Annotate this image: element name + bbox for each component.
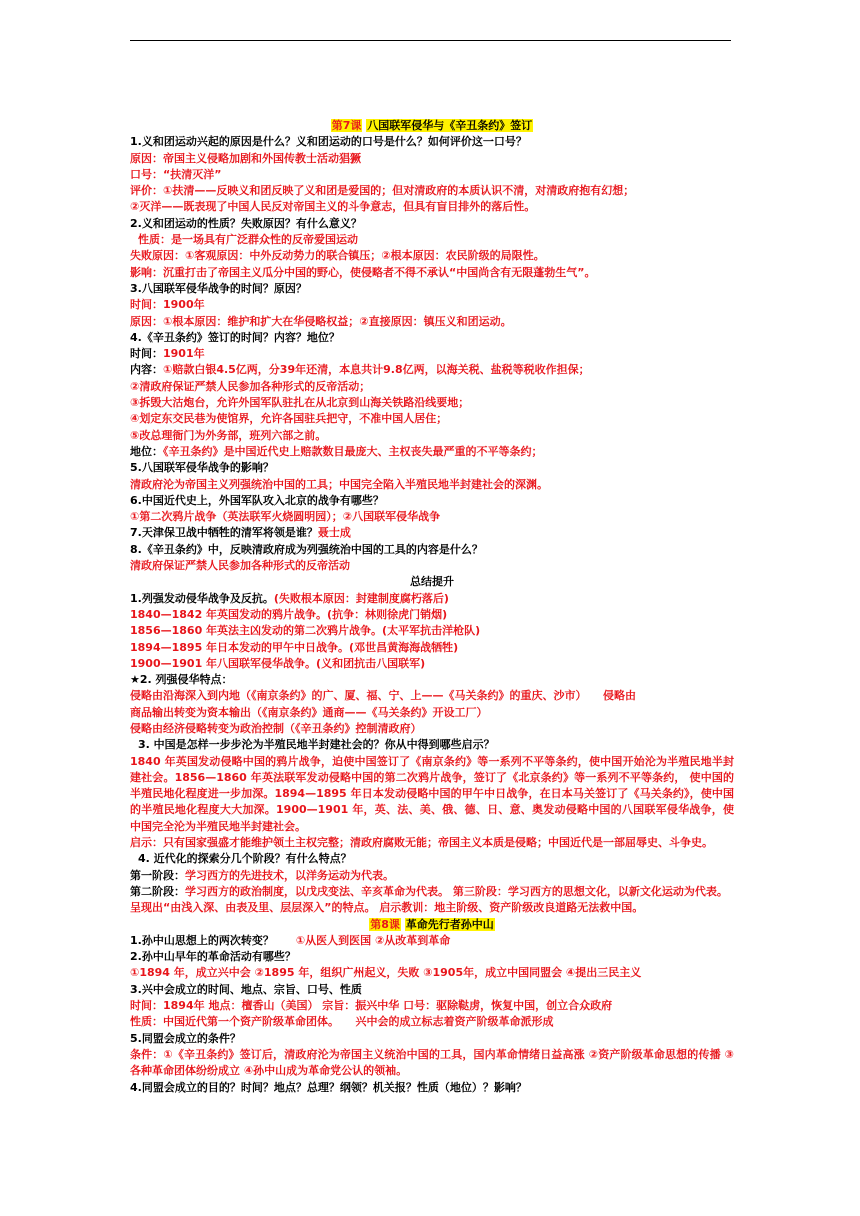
l7-a4-c4: ④划定东交民巷为使馆界，允许各国驻兵把守，不准中国人居住； xyxy=(130,412,448,426)
summary-s4-stage2-label: 第二阶段： xyxy=(130,884,185,898)
summary-s2-title: ★2. 列强侵华特点： xyxy=(130,673,233,687)
lesson8-title xyxy=(130,917,734,933)
l7-q7 xyxy=(130,525,734,541)
summary-s4-stage2-text: 学习西方的政治制度，以戊戌变法、辛亥革命为代表。 xyxy=(185,884,449,898)
summary-heading: 总结提升 xyxy=(410,575,454,589)
l8-q5: 5.同盟会成立的条件？ xyxy=(130,1031,241,1045)
l8-q1 xyxy=(130,933,734,949)
l7-q3: 3.八国联军侵华战争的时间？原因？ xyxy=(130,281,307,295)
summary-s1 xyxy=(130,591,734,607)
summary-s4-lesson: 启示教训：地主阶级、资产阶级改良道路无法救中国。 xyxy=(379,901,644,915)
summary-s4-stage1 xyxy=(130,868,734,884)
summary-s3-title: 3. 中国是怎样一步步沦为半殖民地半封建社会的？你从中得到哪些启示？ xyxy=(138,738,495,752)
lesson7-title xyxy=(130,118,734,134)
l7-a4-c3: ③拆毁大沽炮台，允许外国军队驻扎在从北京到山海关铁路沿线要地； xyxy=(130,396,470,410)
summary-s4-stage1-label: 第一阶段： xyxy=(130,868,185,882)
l8-a3-line2: 性质：中国近代第一个资产阶级革命团体。 兴中会的成立标志着资产阶级革命派形成 xyxy=(130,1015,554,1029)
l7-q2: 2.义和团运动的性质？失败原因？有什么意义？ xyxy=(130,216,362,230)
l7-q7-text: 7.天津保卫战中牺牲的清军将领是谁？ xyxy=(130,526,318,540)
summary-s2-line3: 侵略由经济侵略转变为政治控制（《辛丑条约》控制清政府） xyxy=(130,721,422,735)
lesson8-title-num: 第8课 xyxy=(370,917,400,931)
l7-a4-c1: ①赔款白银4.5亿两，分39年还清，本息共计9.8亿两，以海关税、盐税等税收作担保； xyxy=(163,363,590,377)
l8-q2: 2.孙中山早年的革命活动有哪些？ xyxy=(130,950,296,964)
l7-a3-reason: 原因：①根本原因：维护和扩大在华侵略权益；②直接原因：镇压义和团运动。 xyxy=(130,314,512,328)
summary-s3-insight: 启示：只有国家强盛才能维护领土主权完整；清政府腐败无能；帝国主义本质是侵略；中国近代是一部屈辱史、斗争史。 xyxy=(130,836,713,850)
summary-s4-stage3: 第三阶段：学习西方的思想文化，以新文化运动为代表。 xyxy=(452,884,728,898)
l7-q8: 8.《辛丑条约》中，反映清政府成为列强统治中国的工具的内容是什么？ xyxy=(130,542,483,556)
l7-a2-nature: 性质：是一场具有广泛群众性的反帝爱国运动 xyxy=(138,233,358,247)
l7-a1-eval1: 评价：①扶清——反映义和团反映了义和团是爱国的；但对清政府的本质认识不清，对清政府抱有幻想； xyxy=(130,184,635,198)
l7-a2-fail: 失败原因：①客观原因：中外反动势力的联合镇压；②根本原因：农民阶级的局限性。 xyxy=(130,249,545,263)
l7-a8: 清政府保证严禁人民参加各种形式的反帝活动 xyxy=(130,559,350,573)
l8-q3: 3.兴中会成立的时间、地点、宗旨、口号、性质 xyxy=(130,982,362,996)
l7-a1-eval2: ②灭洋——既表现了中国人民反对帝国主义的斗争意志，但具有盲目排外的落后性。 xyxy=(130,200,536,214)
summary-s2-line1: 侵略由沿海深入到内地（《南京条约》的广、厦、福、宁、上——《马关条约》的重庆、沙市） 侵略由 xyxy=(130,689,636,703)
l7-q4: 4.《辛丑条约》签订的时间？内容？地位？ xyxy=(130,330,340,344)
lesson7-title-text: 八国联军侵华与《辛丑条约》签订 xyxy=(367,119,533,132)
summary-s3-paragraph: 1840 年英国发动侵略中国的鸦片战争，迫使中国签订了《南京条约》等一系列不平等条约，使中国开始沦为半殖民地半封建社会。1856—1860 年英法联军发动侵略中国的第二次鸦片战争，签订了《北京条约》等一系列不平等条约， 使中国的半殖民地化程度进一步加深。1894—1895 年日本发动侵略中国的甲午中日战争，在日本马关签订了《马关条约》，使中国的半殖民地化程度大大加深。1900—1901 年，英、法、美、俄、德、日、意、奥发动侵略中国的八国联军侵华战争，使中国完全沦为半殖民地半封建社会。 xyxy=(130,754,734,833)
l7-a4-c2: ②清政府保证严禁人民参加各种形式的反帝活动； xyxy=(130,379,371,393)
l8-a5: 条件：①《辛丑条约》签订后，清政府沦为帝国主义统治中国的工具，国内革命情绪日益高涨 ②资产阶级革命思想的传播 ③各种革命团体纷纷成立 ④孙中山成为革命党公认的领袖。 xyxy=(130,1047,734,1078)
summary-s1-war1: 1840—1842 年英国发动的鸦片战争。(抗争：林则徐虎门销烟) xyxy=(130,607,448,621)
l8-q4: 4.同盟会成立的目的？时间？地点？总理？纲领？机关报？性质（地位）？影响？ xyxy=(130,1080,527,1094)
l7-a4-time-label: 时间： xyxy=(130,347,163,361)
l7-a6: ①第二次鸦片战争（英法联军火烧圆明园）；②八国联军侵华战争 xyxy=(130,510,441,524)
document-body xyxy=(130,118,734,1096)
summary-s4-stage2 xyxy=(130,884,734,900)
l7-a2-impact: 影响：沉重打击了帝国主义瓜分中国的野心，使侵略者不得不承认“中国尚含有无限蓬勃生气”。 xyxy=(130,265,596,279)
l7-a4-content xyxy=(130,362,734,378)
l7-a4-time xyxy=(130,346,734,362)
summary-s1-note: (失败根本原因：封建制度腐朽落后) xyxy=(273,591,449,605)
l8-q1-text: 1.孙中山思想上的两次转变？ xyxy=(130,933,274,947)
summary-s1-war2: 1856—1860 年英法主凶发动的第二次鸦片战争。(太平军抗击洋枪队) xyxy=(130,624,481,638)
l7-a4-c5: ⑤改总理衙门为外务部，班列六部之前。 xyxy=(130,428,327,442)
summary-s2-line2: 商品输出转变为资本输出（《南京条约》通商——《马关条约》开设工厂） xyxy=(130,705,488,719)
l7-q1: 1.义和团运动兴起的原因是什么？义和团运动的口号是什么？如何评价这一口号？ xyxy=(130,135,527,149)
l7-a1-slogan: 口号：“扶清灭洋” xyxy=(130,167,222,181)
l7-a4-status xyxy=(130,444,734,460)
summary-s4-stage1-text: 学习西方的先进技术，以洋务运动为代表。 xyxy=(185,868,394,882)
l8-a2: ①1894 年，成立兴中会 ②1895 年，组织广州起义，失败 ③1905年，成立中国同盟会 ④提出三民主义 xyxy=(130,966,642,980)
summary-s1-war3: 1894—1895 年日本发动的甲午中日战争。(邓世昌黄海海战牺牲) xyxy=(130,640,459,654)
l7-a4-content-label: 内容： xyxy=(130,363,163,377)
summary-s4-feature: 呈现出“由浅入深、由表及里、层层深入”的特点。 xyxy=(130,901,376,915)
summary-s1-title: 1.列强发动侵华战争及反抗。 xyxy=(130,591,274,605)
l7-a1-reason: 原因：帝国主义侵略加剧和外国传教士活动猖獗 xyxy=(130,151,361,165)
l7-q5: 5.八国联军侵华战争的影响？ xyxy=(130,461,274,475)
summary-s4-feature-line xyxy=(130,900,734,916)
lesson7-title-num: 第7课 xyxy=(331,119,362,132)
l8-a3-line1: 时间：1894年 地点：檀香山（美国） 宗旨：振兴中华 口号：驱除鞑虏，恢复中国，创立合众政府 xyxy=(130,999,613,1013)
l7-a4-time-value: 1901年 xyxy=(163,347,205,361)
header-rule xyxy=(130,40,731,41)
l7-a4-status-label: 地位： xyxy=(130,444,163,458)
l7-a7: 聂士成 xyxy=(317,526,351,540)
summary-s1-war4: 1900—1901 年八国联军侵华战争。(义和团抗击八国联军) xyxy=(130,656,426,670)
l7-a3-time: 时间：1900年 xyxy=(130,298,205,312)
l7-a4-status-text: 《辛丑条约》是中国近代史上赔款数目最庞大、主权丧失最严重的不平等条约； xyxy=(163,444,543,458)
l7-q6: 6.中国近代史上，外国军队攻入北京的战争有哪些？ xyxy=(130,493,384,507)
l8-a1: ①从医人到医国 ②从改革到革命 xyxy=(295,933,451,947)
lesson8-title-text: 革命先行者孙中山 xyxy=(405,917,494,931)
summary-s4-title: 4. 近代化的探索分几个阶段？有什么特点？ xyxy=(138,852,352,866)
l7-a5: 清政府沦为帝国主义列强统治中国的工具；中国完全陷入半殖民地半封建社会的深渊。 xyxy=(130,477,548,491)
